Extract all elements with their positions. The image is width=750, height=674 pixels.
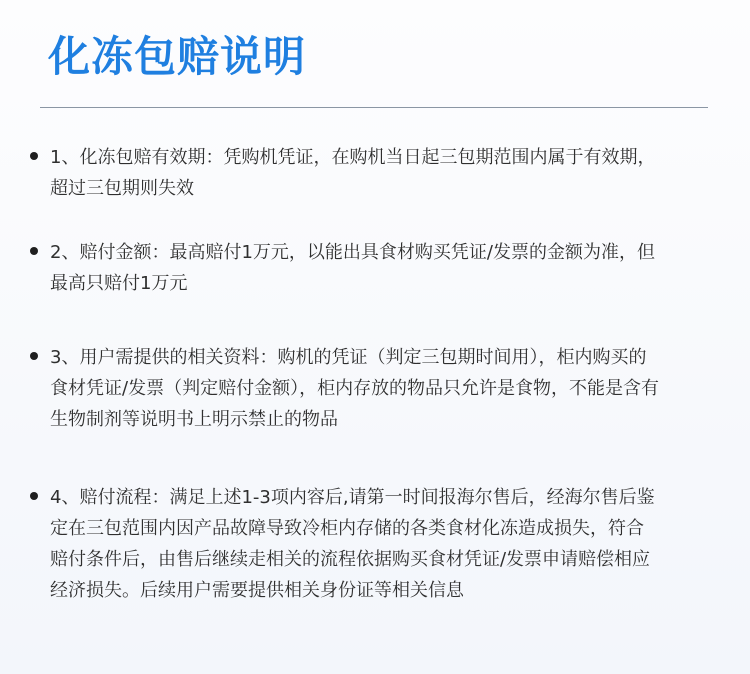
list-item-text-3: 3、用户需提供的相关资料：购机的凭证（判定三包期时间用），柜内购买的食材凭证/发票（判定赔付金额），柜内存放的物品只允许是食物，不能是含有生物制剂等说明书上明示禁止的物品 [50, 347, 660, 430]
list-item-text-4: 4、赔付流程：满足上述1-3项内容后,请第一时间报海尔售后，经海尔售后鉴定在三包范围内因产品故障导致冷柜内存储的各类食材化冻造成损失，符合赔付条件后，由售后继续走相关的流程依据购买食材凭证/发票申请赔偿相应经济损失。后续用户需要提供相关身份证等相关信息 [50, 487, 655, 601]
bullet-icon [30, 492, 38, 500]
list-item-2 [30, 237, 698, 299]
bullet-icon [30, 152, 38, 160]
list-item-text-1: 1、化冻包赔有效期：凭购机凭证，在购机当日起三包期范围内属于有效期，超过三包期则失效 [50, 147, 656, 199]
list-item-4 [30, 482, 698, 606]
list-item-1 [30, 142, 698, 204]
title-divider [40, 107, 708, 108]
list-item-3 [30, 342, 698, 435]
list-item-text-2: 2、赔付金额：最高赔付1万元，以能出具食材购买凭证/发票的金额为准，但最高只赔付1万元 [50, 242, 655, 294]
bullet-icon [30, 352, 38, 360]
bullet-icon [30, 247, 38, 255]
page-title: 化冻包赔说明 [48, 32, 307, 81]
